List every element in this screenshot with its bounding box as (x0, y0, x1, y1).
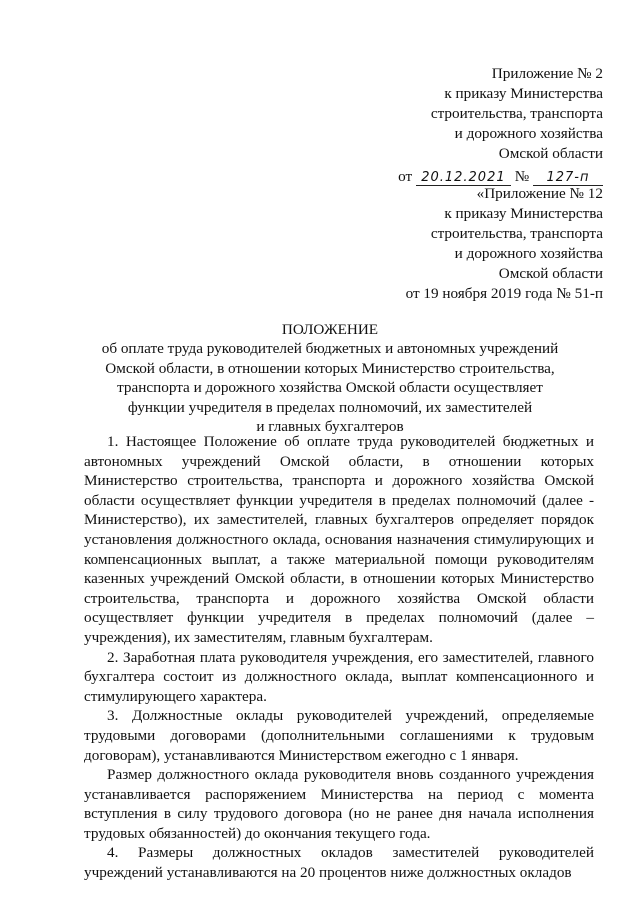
handwritten-number: 127-п (533, 170, 603, 186)
title-line: и главных бухгалтеров (256, 418, 404, 436)
document-title (60, 320, 600, 436)
title-line: Омской области, в отношении которых Министерство строительства, (105, 359, 555, 377)
prev-appendix-region: Омской области (498, 265, 603, 282)
prev-appendix-number: «Приложение № 12 (476, 185, 603, 202)
prev-appendix-date: от 19 ноября 2019 года № 51-п (405, 285, 603, 302)
appendix-region: Омской области (498, 145, 603, 162)
paragraph-2: 2. Заработная плата руководителя учреждения, его заместителей, главного бухгалтера состоит из должностного оклада, выплат компенсационного и стимулирующего характера. (84, 648, 594, 705)
previous-appendix-header (406, 184, 603, 304)
number-prefix: № (514, 168, 530, 185)
title-line: об оплате труда руководителей бюджетных и автономных учреждений (101, 340, 559, 358)
paragraph-4: 4. Размеры должностных окладов заместителей руководителей учреждений устанавливаются на 20 процентов ниже должностных окладов (84, 844, 594, 882)
appendix-header (398, 64, 603, 187)
appendix-number: Приложение № 2 (491, 65, 603, 82)
title-line: транспорта и дорожного хозяйства Омской области осуществляет (117, 379, 543, 397)
handwritten-date: 20.12.2021 (416, 170, 511, 186)
title-heading: ПОЛОЖЕНИЕ (281, 321, 379, 338)
prev-appendix-ministry-line: строительства, транспорта (430, 225, 603, 242)
date-prefix: от (398, 168, 413, 185)
paragraph-3: 3. Должностные оклады руководителей учреждений, определяемые трудовыми договорами (дополнительными соглашениями к трудовым договорам), устанавливаются Министерством ежегодно с 1 января. (84, 707, 594, 764)
appendix-ministry-line: и дорожного хозяйства (454, 125, 603, 142)
prev-appendix-order-ref: к приказу Министерства (444, 205, 603, 222)
paragraph-1: 1. Настоящее Положение об оплате труда руководителей бюджетных и автономных учреждений Омской области, в отношении которых Министерство строительства, транспорта и дорожного хозяйства Омской области осуществляет функции учредителя в пределах полномочий (далее - Министерство), их заместителей, главных бухгалтеров определяет порядок установления должностного оклада, основания назначения стимулирующих и компенсационных выплат, а также материальной помощи руководителям казенных учреждений Омской области, в отношении которых Министерство строительства, транспорта и дорожного хозяйства Омской области осуществляет функции учредителя в пределах полномочий (далее – учреждения), их заместителям, главным бухгалтерам. (84, 433, 594, 646)
appendix-order-ref: к приказу Министерства (444, 85, 603, 102)
paragraph-3-continued: Размер должностного оклада руководителя вновь созданного учреждения устанавливается распоряжением Министерства на период с момента вступления в силу трудового договора (но не ранее дня начала исполнения трудовых обязанностей) до окончания текущего года. (84, 766, 594, 842)
document-body (84, 432, 594, 883)
appendix-ministry-line: строительства, транспорта (430, 105, 603, 122)
prev-appendix-ministry-line: и дорожного хозяйства (454, 245, 603, 262)
title-line: функции учредителя в пределах полномочий, их заместителей (127, 398, 533, 416)
